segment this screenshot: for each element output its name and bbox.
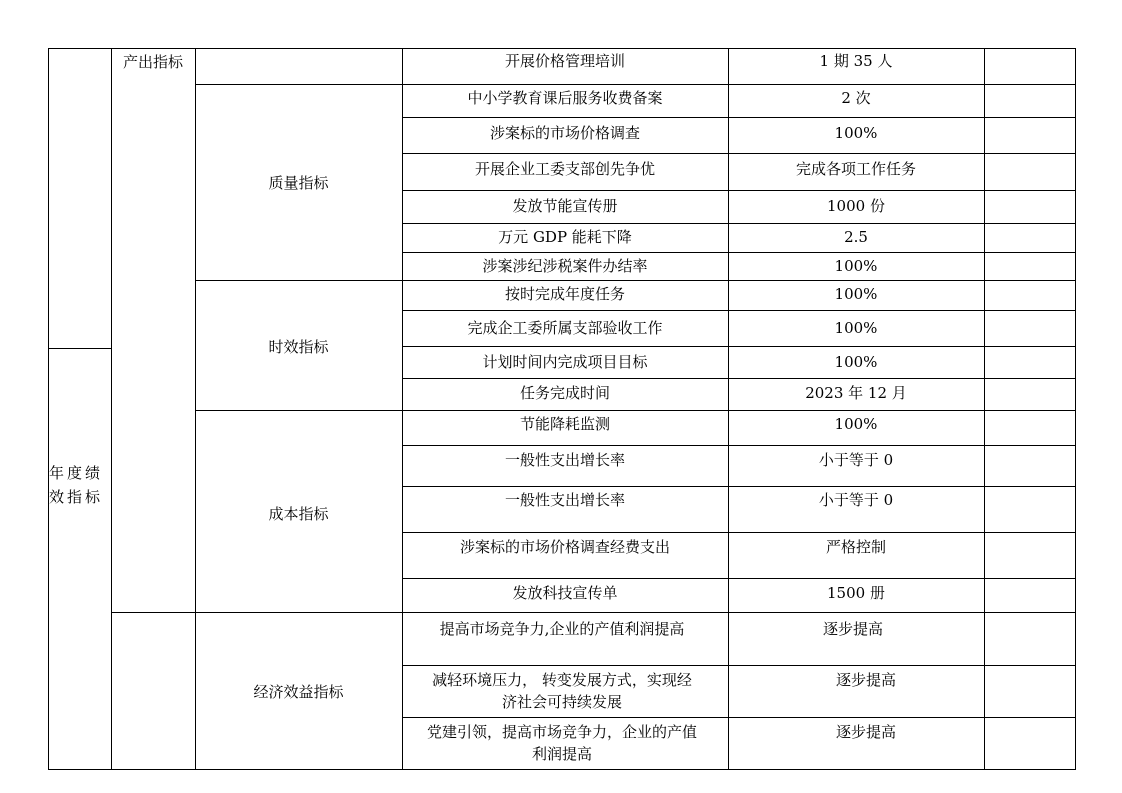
cost-indicator-label: 成本指标 <box>268 505 329 523</box>
row-divider <box>402 190 1076 191</box>
indicator-value: 1 期 35 人 <box>819 52 893 70</box>
row-divider <box>402 223 1076 224</box>
indicator-item: 涉案标的市场价格调查经费支出 <box>459 538 670 556</box>
indicator-value: 100% <box>834 124 878 142</box>
indicator-item: 完成企工委所属支部验收工作 <box>467 319 663 337</box>
indicator-value: 1500 册 <box>827 584 885 602</box>
row-divider <box>402 532 1076 533</box>
indicator-item: 发放节能宣传册 <box>512 197 618 215</box>
row-divider <box>111 612 1076 613</box>
row-divider <box>402 378 1076 379</box>
indicator-value: 100% <box>834 257 878 275</box>
indicator-item: 任务完成时间 <box>519 384 610 402</box>
column-divider <box>111 48 112 770</box>
column-divider <box>728 48 729 770</box>
indicator-value: 逐步提高 <box>822 620 883 638</box>
quality-indicator-label: 质量指标 <box>268 174 329 192</box>
indicator-item: 涉案标的市场价格调查 <box>489 124 640 142</box>
indicator-item: 一般性支出增长率 <box>504 491 625 509</box>
indicator-item: 发放科技宣传单 <box>512 584 618 602</box>
row-divider <box>402 117 1076 118</box>
indicator-value: 2.5 <box>844 228 868 246</box>
timeliness-indicator-label: 时效指标 <box>268 338 329 356</box>
row-divider <box>402 578 1076 579</box>
column-divider <box>195 48 196 770</box>
row-divider <box>402 665 1076 666</box>
row-divider <box>195 280 1076 281</box>
row-divider <box>195 410 1076 411</box>
column-divider <box>984 48 985 770</box>
row-divider <box>402 445 1076 446</box>
indicator-value: 2 次 <box>841 89 871 107</box>
output-indicator-label: 产出指标 <box>122 53 183 71</box>
indicator-value: 1000 份 <box>827 197 885 215</box>
row-divider <box>402 346 1076 347</box>
row-divider <box>402 153 1076 154</box>
indicator-item: 万元 GDP 能耗下降 <box>498 228 632 246</box>
indicator-item: 党建引领，提高市场竞争力，企业的产值利润提高 <box>427 723 698 763</box>
row-divider <box>402 310 1076 311</box>
indicator-item: 减轻环境压力， 转变发展方式，实现经济社会可持续发展 <box>432 671 692 711</box>
indicator-value: 100% <box>834 319 878 337</box>
indicator-value: 逐步提高 <box>835 671 896 689</box>
indicator-value: 严格控制 <box>825 538 886 556</box>
row-divider <box>195 84 1076 85</box>
indicator-item: 开展企业工委支部创先争优 <box>474 160 655 178</box>
table-top-border <box>48 48 1076 49</box>
row-divider <box>48 348 111 349</box>
indicator-item: 一般性支出增长率 <box>504 451 625 469</box>
indicator-value: 完成各项工作任务 <box>795 160 916 178</box>
indicator-value: 2023 年 12 月 <box>805 384 907 402</box>
indicator-value: 100% <box>834 285 878 303</box>
economic-benefit-indicator-label: 经济效益指标 <box>253 683 344 701</box>
indicator-value: 逐步提高 <box>835 723 896 741</box>
indicator-value: 小于等于 0 <box>818 451 894 469</box>
indicator-item: 节能降耗监测 <box>519 415 610 433</box>
indicator-item: 涉案涉纪涉税案件办结率 <box>482 257 648 275</box>
table-bottom-border <box>48 769 1076 770</box>
indicator-item: 按时完成年度任务 <box>504 285 625 303</box>
row-divider <box>402 486 1076 487</box>
indicator-value: 100% <box>834 415 878 433</box>
row-divider <box>402 252 1076 253</box>
table-left-border <box>48 48 49 770</box>
indicator-value: 100% <box>834 353 878 371</box>
row-divider <box>402 717 1076 718</box>
annual-performance-label: 年度绩效指标 <box>49 464 104 506</box>
indicator-item: 中小学教育课后服务收费备案 <box>467 89 663 107</box>
column-divider <box>402 48 403 770</box>
indicator-item: 计划时间内完成项目目标 <box>482 353 648 371</box>
indicator-item: 开展价格管理培训 <box>504 52 625 70</box>
indicator-item: 提高市场竞争力,企业的产值利润提高 <box>439 620 685 638</box>
indicator-value: 小于等于 0 <box>818 491 894 509</box>
table-right-border <box>1075 48 1076 770</box>
